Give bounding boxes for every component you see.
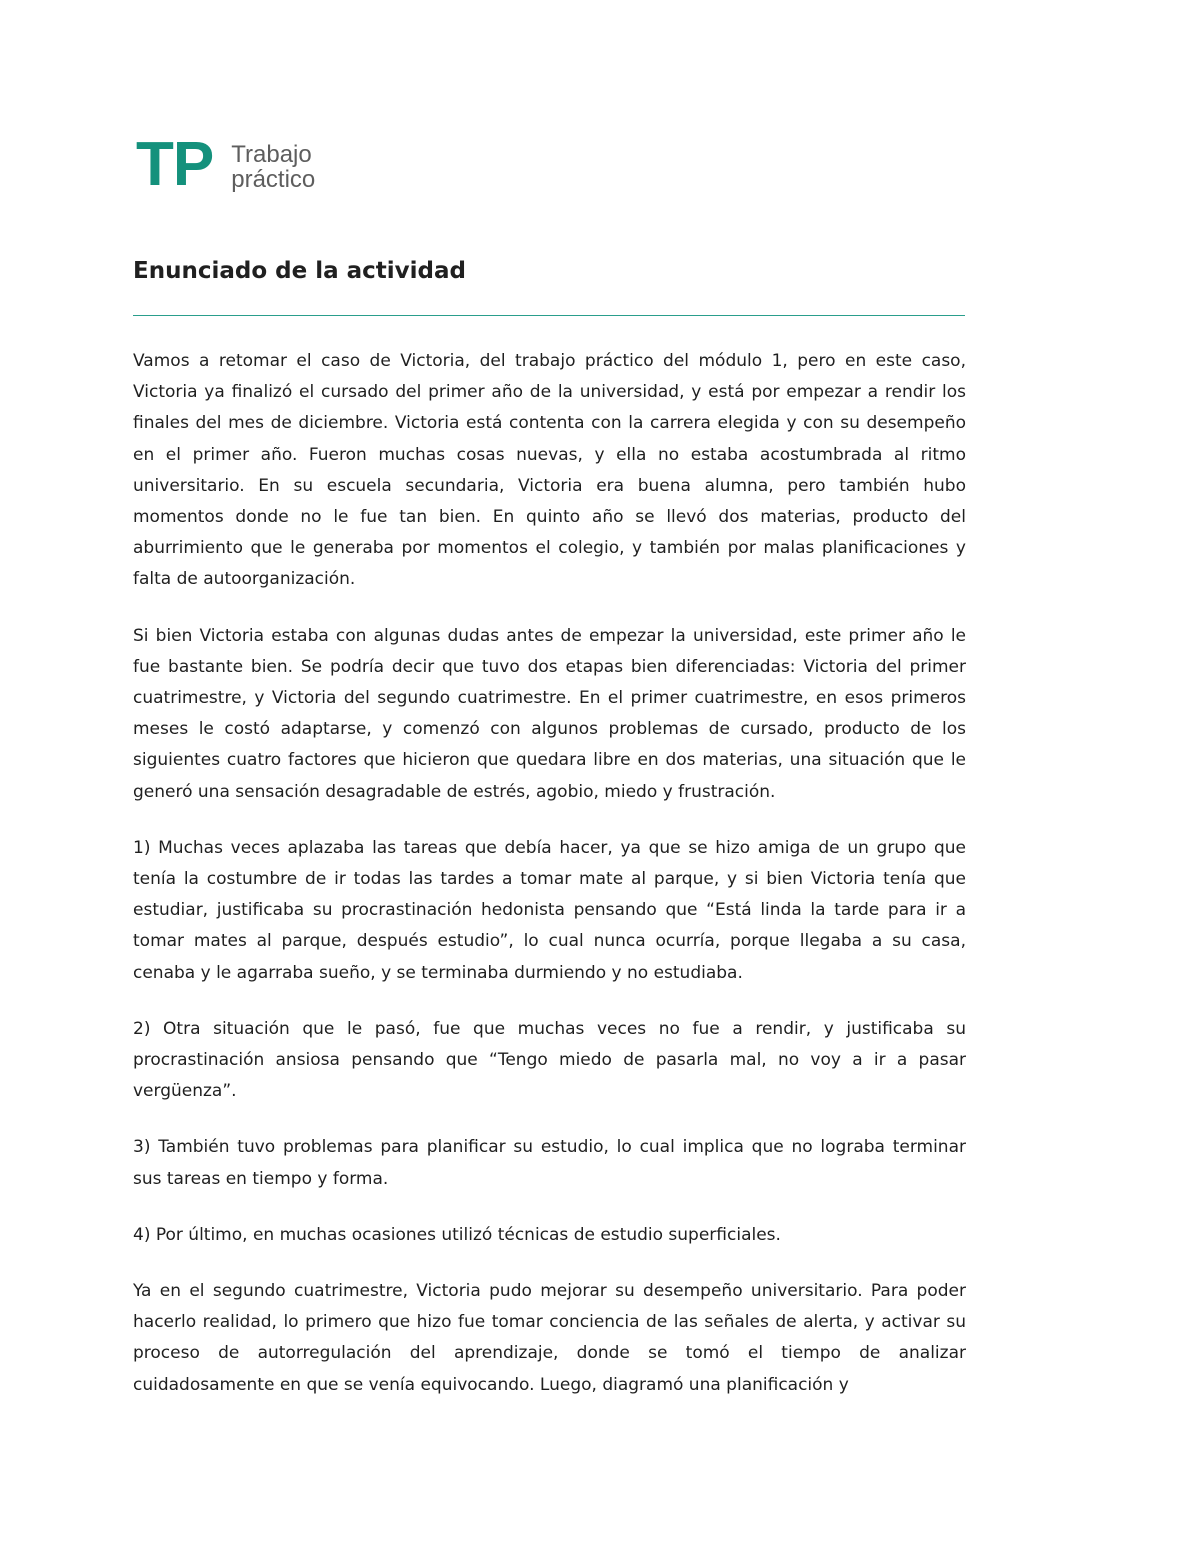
paragraph-factor-1: 1) Muchas veces aplazaba las tareas que debía hacer, ya que se hizo amiga de un grupo que tenía la costumbre de ir todas las tardes a tomar mate al parque, y si bien Victoria tenía que estudiar, justificaba su procrastinación hedonista pensando que “Está linda la tarde para ir a tomar mates al parque, después estudio”, lo cual nunca ocurría, porque llegaba a su casa, cenaba y le agarraba sueño, y se terminaba durmiendo y no estudiaba. bbox=[133, 837, 966, 983]
logo-mark: TP bbox=[136, 130, 214, 199]
paragraph-intro: Vamos a retomar el caso de Victoria, del trabajo práctico del módulo 1, pero en este caso, Victoria ya finalizó el cursado del primer año de la universidad, y está por empezar a rendir los finales del mes de diciembre. Victoria está contenta con la carrera elegida y con su desempeño en el primer año. Fueron muchas cosas nuevas, y ella no estaba acostumbrada al ritmo universitario. En su escuela secundaria, Victoria era buena alumna, pero también hubo momentos donde no le fue tan bien. En quinto año se llevó dos materias, producto del aburrimiento que le generaba por momentos el colegio, y también por malas planificaciones y falta de autoorganización. bbox=[133, 351, 966, 590]
paragraph-factor-4: 4) Por último, en muchas ocasiones utilizó técnicas de estudio superficiales. bbox=[133, 1224, 781, 1245]
paragraph-second-semester: Ya en el segundo cuatrimestre, Victoria pudo mejorar su desempeño universitario. Para poder hacerlo realidad, lo primero que hizo fue tomar conciencia de las señales de alerta, y activar su proceso de autorregulación del aprendizaje, donde se tomó el tiempo de analizar cuidadosamente en que se venía equivocando. Luego, diagramó una planificación y bbox=[133, 1281, 966, 1395]
paragraph-first-semester: Si bien Victoria estaba con algunas dudas antes de empezar la universidad, este primer año le fue bastante bien. Se podría decir que tuvo dos etapas bien diferenciadas: Victoria del primer cuatrimestre, y Victoria del segundo cuatrimestre. En el primer cuatrimestre, en esos primeros meses le costó adaptarse, y comenzó con algunos problemas de cursado, producto de los siguientes cuatro factores que hicieron que quedara libre en dos materias, una situación que le generó una sensación desagradable de estrés, agobio, miedo y frustración. bbox=[133, 625, 966, 802]
logo-text-line-2: práctico bbox=[231, 166, 316, 193]
heading-divider bbox=[133, 315, 965, 316]
body-text bbox=[133, 346, 966, 1426]
paragraph-factor-2: 2) Otra situación que le pasó, fue que muchas veces no fue a rendir, y justificaba su procrastinación ansiosa pensando que “Tengo miedo de pasarla mal, no voy a ir a pasar vergüenza”. bbox=[133, 1018, 966, 1102]
page-title: Enunciado de la actividad bbox=[133, 258, 466, 284]
logo-text-line-1: Trabajo bbox=[231, 141, 312, 168]
logo-text bbox=[231, 142, 315, 192]
logo bbox=[136, 130, 316, 199]
paragraph-factor-3: 3) También tuvo problemas para planificar su estudio, lo cual implica que no lograba terminar sus tareas en tiempo y forma. bbox=[133, 1137, 966, 1189]
